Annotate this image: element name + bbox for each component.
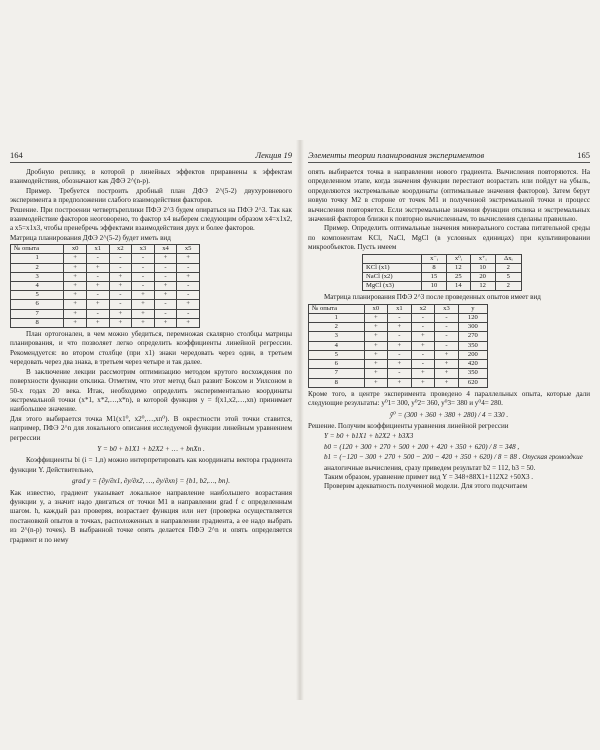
table-cell: - [154, 300, 177, 309]
table-header-cell: № опыта [309, 304, 365, 313]
table-cell: + [435, 369, 459, 378]
table-cell: + [86, 282, 109, 291]
table-cell: + [411, 341, 435, 350]
table-cell: + [177, 272, 200, 281]
table-row [309, 323, 488, 332]
table-cell: - [435, 323, 459, 332]
table-row [11, 282, 200, 291]
table-header-row [363, 254, 522, 263]
table-cell: + [64, 318, 87, 327]
table-cell: 6 [11, 300, 64, 309]
table-cell: + [154, 254, 177, 263]
paragraph-steepest-ascent: В заключение лекции рассмотрим оптимизацию методом крутого восхождения по поверхности функции отклика. Отметим, что этот метод был развит Боксом и Уилсоном в 50-х годах 20 века. Итак, необходимо определить экспериментально координаты экстремальной точки (x*1, x*2,…,x*n), в которой функция y = f(x1,x2,…,xn) принимает наибольшее значение. [10, 367, 292, 414]
table-cell: + [86, 300, 109, 309]
table-header-cell: x⁰ᵢ [447, 254, 471, 263]
paragraph-gradient-direction: Как известно, градиент указывает локальное направление наибольшего возрастания функции y, а значит надо двигаться от точки M1 в направлении grad f с определенным шагом. h, каждый раз проверяя, возрастает функция или нет (проверка осуществляется постановкой опытов в точках, расположенных в направлении градиента, а ее надо выбрать из 2^(n-p) точек). В выбранной точке опять делается ПФЭ 2^n и опять определяется градиент и по нему [10, 488, 292, 544]
table-header-cell: x0 [64, 245, 87, 254]
table-header-row [11, 245, 200, 254]
table-cell: 120 [458, 314, 487, 323]
table-header-cell: x1 [86, 245, 109, 254]
table-cell: 10 [470, 263, 495, 272]
table-cell: 14 [447, 282, 471, 291]
table-cell: + [109, 309, 132, 318]
table-cell: 4 [11, 282, 64, 291]
paragraph-analogous: аналогичные вычисления, сразу приведем результат b2 = 112, b3 = 50. [324, 463, 536, 472]
gradient-formula: grad y = {∂y/∂x1, ∂y/∂x2, …, ∂y/∂xn} = {b1, b2,…, bn}. [72, 477, 230, 486]
table-header-cell [363, 254, 422, 263]
table-cell: - [411, 314, 435, 323]
table-cell: + [435, 378, 459, 387]
table-header-cell: x2 [411, 304, 435, 313]
table-cell: - [154, 272, 177, 281]
paragraph: Дробную реплику, в которой р линейных эффектов приравнены к эффектам взаимодействия, обозначают как ДФЭ 2^(n-p). [10, 168, 292, 186]
table-cell: + [411, 332, 435, 341]
right-page-header [308, 150, 590, 163]
left-page-number: 164 [10, 150, 23, 160]
table-cell: + [364, 323, 388, 332]
paragraph-matrix-intro: Матрица планирования ПФЭ 2^3 после проведенных опытов имеет вид [324, 293, 541, 302]
table-cell: + [64, 282, 87, 291]
table-cell: 8 [11, 318, 64, 327]
table-header-cell: x0 [364, 304, 388, 313]
table-cell: 3 [11, 272, 64, 281]
table-cell: - [435, 332, 459, 341]
table-cell: - [132, 282, 155, 291]
table-cell: + [109, 318, 132, 327]
table-cell: + [364, 360, 388, 369]
table-cell: + [364, 332, 388, 341]
table-cell: 350 [458, 341, 487, 350]
table-cell: + [132, 318, 155, 327]
table-cell: - [411, 323, 435, 332]
table-cell: + [388, 323, 412, 332]
table-cell: NaCl (x2) [363, 273, 422, 282]
table-row [309, 378, 488, 387]
table-row [309, 360, 488, 369]
table-header-cell: x3 [435, 304, 459, 313]
table-row [309, 341, 488, 350]
table-cell: 12 [470, 282, 495, 291]
table-cell: + [364, 369, 388, 378]
table-cell: + [154, 291, 177, 300]
table-cell: - [109, 300, 132, 309]
right-page [308, 150, 590, 695]
dfe-plan-matrix-table [10, 244, 200, 328]
paragraph-coefficients: Коэффициенты bi (i = 1,n) можно интерпретировать как координаты вектора градиента функции Y. Действительно, [10, 456, 292, 474]
table-cell: 2 [495, 282, 521, 291]
table-row [309, 314, 488, 323]
table-cell: + [435, 360, 459, 369]
table-cell: 3 [309, 332, 365, 341]
left-page-header [10, 150, 292, 163]
table-cell: + [411, 369, 435, 378]
table-cell: 8 [309, 378, 365, 387]
table-cell: + [154, 282, 177, 291]
table-cell: 5 [11, 291, 64, 300]
regression-equation: Y = b0 + b1X1 + b2X2 + b3X3 [324, 432, 414, 441]
table-header-cell: x4 [154, 245, 177, 254]
table-cell: + [86, 318, 109, 327]
table-header-cell: x2 [109, 245, 132, 254]
table-cell: 7 [309, 369, 365, 378]
table-cell: 6 [309, 360, 365, 369]
table-cell: 25 [447, 273, 471, 282]
table-cell: - [177, 263, 200, 272]
table-cell: - [86, 291, 109, 300]
table-cell: - [435, 314, 459, 323]
table-cell: + [132, 300, 155, 309]
paragraph-result: Таким образом, уравнение примет вид Y = 348+88X1+112X2 +50X3 . [324, 472, 534, 481]
paragraph-matrix-intro: Матрица планирования ДФЭ 2^(5-2) будет иметь вид [10, 233, 171, 242]
table-row [11, 291, 200, 300]
table-cell: - [132, 272, 155, 281]
table-cell: 350 [458, 369, 487, 378]
table-cell: - [388, 350, 412, 359]
table-cell: 300 [458, 323, 487, 332]
table-cell: - [109, 263, 132, 272]
table-cell: - [154, 309, 177, 318]
table-row [11, 318, 200, 327]
table-cell: + [154, 318, 177, 327]
table-cell: - [411, 360, 435, 369]
table-cell: + [132, 291, 155, 300]
table-cell: - [154, 263, 177, 272]
table-cell: 2 [11, 263, 64, 272]
table-header-row [309, 304, 488, 313]
table-header-cell: x1 [388, 304, 412, 313]
table-cell: MgCl (x3) [363, 282, 422, 291]
table-header-cell: x3 [132, 245, 155, 254]
table-row [11, 263, 200, 272]
paragraph-example: Пример. Определить оптимальные значения минерального состава питательной среды по компонентам KCl, NaCl, MgCl (в условных единицах) при культивировании микрообъектов. Пусть имеем [308, 224, 590, 252]
table-cell: + [132, 309, 155, 318]
table-cell: + [388, 341, 412, 350]
table-cell: - [109, 291, 132, 300]
table-header-cell: x5 [177, 245, 200, 254]
book-gutter [296, 140, 304, 700]
table-cell: + [388, 360, 412, 369]
left-page-body [10, 168, 292, 545]
table-cell: + [388, 378, 412, 387]
mean-formula: ȳ⁰ = (300 + 360 + 380 + 280) / 4 = 330 . [389, 410, 509, 419]
paragraph-solution: Решение. Получим коэффициенты уравнения линейной регрессии [308, 421, 509, 430]
table-cell: + [177, 300, 200, 309]
table-cell: - [177, 309, 200, 318]
table-cell: 5 [495, 273, 521, 282]
table-cell: - [86, 272, 109, 281]
b1-formula: b1 = (−120 − 300 + 270 + 500 − 200 − 420 + 350 + 620) / 8 = 88 . Опуская громоздкие [324, 453, 583, 462]
table-row [11, 254, 200, 263]
right-running-title: Элементы теории планирования экспериментов [308, 150, 485, 160]
right-page-body [308, 168, 590, 492]
table-row [11, 272, 200, 281]
table-header-cell: № опыта [11, 245, 64, 254]
table-header-cell: y [458, 304, 487, 313]
table-header-cell: x⁻ᵢ [422, 254, 447, 263]
table-cell: 12 [447, 263, 471, 272]
table-cell: - [109, 254, 132, 263]
table-cell: - [132, 263, 155, 272]
table-cell: 10 [422, 282, 447, 291]
table-cell: - [177, 291, 200, 300]
table-row [309, 332, 488, 341]
table-cell: 420 [458, 360, 487, 369]
table-cell: + [64, 272, 87, 281]
regression-equation: Y = b0 + b1X1 + b2X2 + … + bnXn . [97, 444, 205, 453]
table-cell: 270 [458, 332, 487, 341]
table-cell: + [64, 291, 87, 300]
table-cell: 2 [309, 323, 365, 332]
table-cell: 1 [309, 314, 365, 323]
table-row [363, 273, 522, 282]
table-cell: - [86, 309, 109, 318]
paragraph-example: Пример. Требуется построить дробный план ДФЭ 2^(5-2) двухуровневого эксперимента в предположении слабого взаимодействия факторов. [10, 186, 292, 205]
table-cell: + [64, 300, 87, 309]
table-cell: KCl (x1) [363, 263, 422, 272]
table-cell: + [109, 282, 132, 291]
table-cell: - [132, 254, 155, 263]
table-cell: - [177, 282, 200, 291]
table-cell: + [435, 350, 459, 359]
table-cell: + [177, 318, 200, 327]
table-cell: 1 [11, 254, 64, 263]
table-cell: + [64, 263, 87, 272]
table-cell: 15 [422, 273, 447, 282]
paragraph-center-experiments: Кроме того, в центре эксперимента проведено 4 параллельных опыта, которые дали следующие результаты: y⁰1= 300, y⁰2= 360, y⁰3= 380 и y⁰4= 280. [308, 389, 590, 408]
paragraph-solution: Решение. При построении четвертьреплики ПФЭ 2^3 будем опираться на ПФЭ 2^3. Так как взаимодействие факторов неоговорено, то фактор x4 выберем следующим образом x4=x1x2, а x5=x1x3, чтобы пренебречь эффектами взаимодействия двух и более факторов. [10, 205, 292, 233]
table-cell: - [411, 350, 435, 359]
paragraph-point-m1: Для этого выбирается точка M1(x1⁰, x2⁰,…,xn⁰). В окрестности этой точки ставится, например, ПФЭ 2^n для локального описания исследуемой функции линейным уравнением регрессии [10, 414, 292, 442]
paragraph-orthogonal: План ортогонален, в чем можно убедиться, перемножая скалярно столбцы матрицы планирования, и что позволяет легко определить коэффициенты линейной регрессии. Рекомендуется: во втором столбце (при x1) знаки чередовать через один, в третьем чередовать через два знака, в третьем через четыре и так далее. [10, 330, 292, 367]
pfe-results-table [308, 304, 488, 388]
table-row [11, 300, 200, 309]
table-row [309, 369, 488, 378]
factor-levels-table [362, 254, 522, 292]
table-row [11, 309, 200, 318]
table-cell: 4 [309, 341, 365, 350]
table-cell: - [388, 314, 412, 323]
right-page-number: 165 [577, 150, 590, 160]
table-header-cell: Δxᵢ [495, 254, 521, 263]
table-cell: 620 [458, 378, 487, 387]
table-cell: 20 [470, 273, 495, 282]
table-cell: 2 [495, 263, 521, 272]
table-cell: 200 [458, 350, 487, 359]
table-header-cell: x⁺ᵢ [470, 254, 495, 263]
left-running-title: Лекция 19 [255, 150, 292, 160]
table-cell: + [86, 263, 109, 272]
table-row [309, 350, 488, 359]
table-cell: - [388, 332, 412, 341]
table-cell: + [364, 314, 388, 323]
table-cell: + [411, 378, 435, 387]
left-page [10, 150, 292, 695]
paragraph: опять выбирается точка в направлении нового градиента. Вычисления повторяются. На определенном этапе, когда значения функции перестают возрастать или пойдут на убыль, определяются экстремальные координаты (оптимальные значения факторов). Затем берут новую точку M2 в стороне от точек M1 и полученной экстремальной точки и процесс вычисления повторяется. Если экстремальные значения функции отклика и экстремальных значений факторов близки к повторно вычисленным, то вычисления сделаны правильно. [308, 168, 590, 224]
table-cell: + [64, 309, 87, 318]
table-cell: - [86, 254, 109, 263]
table-cell: + [177, 254, 200, 263]
table-cell: 5 [309, 350, 365, 359]
table-cell: 8 [422, 263, 447, 272]
paragraph-adequacy: Проверим адекватность полученной модели. Для этого подсчитаем [324, 482, 528, 491]
table-cell: + [109, 272, 132, 281]
table-cell: + [364, 350, 388, 359]
b0-formula: b0 = (120 + 300 + 270 + 500 + 200 + 420 + 350 + 620) / 8 = 348 , [324, 442, 520, 451]
table-cell: 7 [11, 309, 64, 318]
table-cell: + [364, 378, 388, 387]
table-cell: - [435, 341, 459, 350]
table-cell: - [388, 369, 412, 378]
table-row [363, 282, 522, 291]
table-cell: + [64, 254, 87, 263]
table-row [363, 263, 522, 272]
table-cell: + [364, 341, 388, 350]
